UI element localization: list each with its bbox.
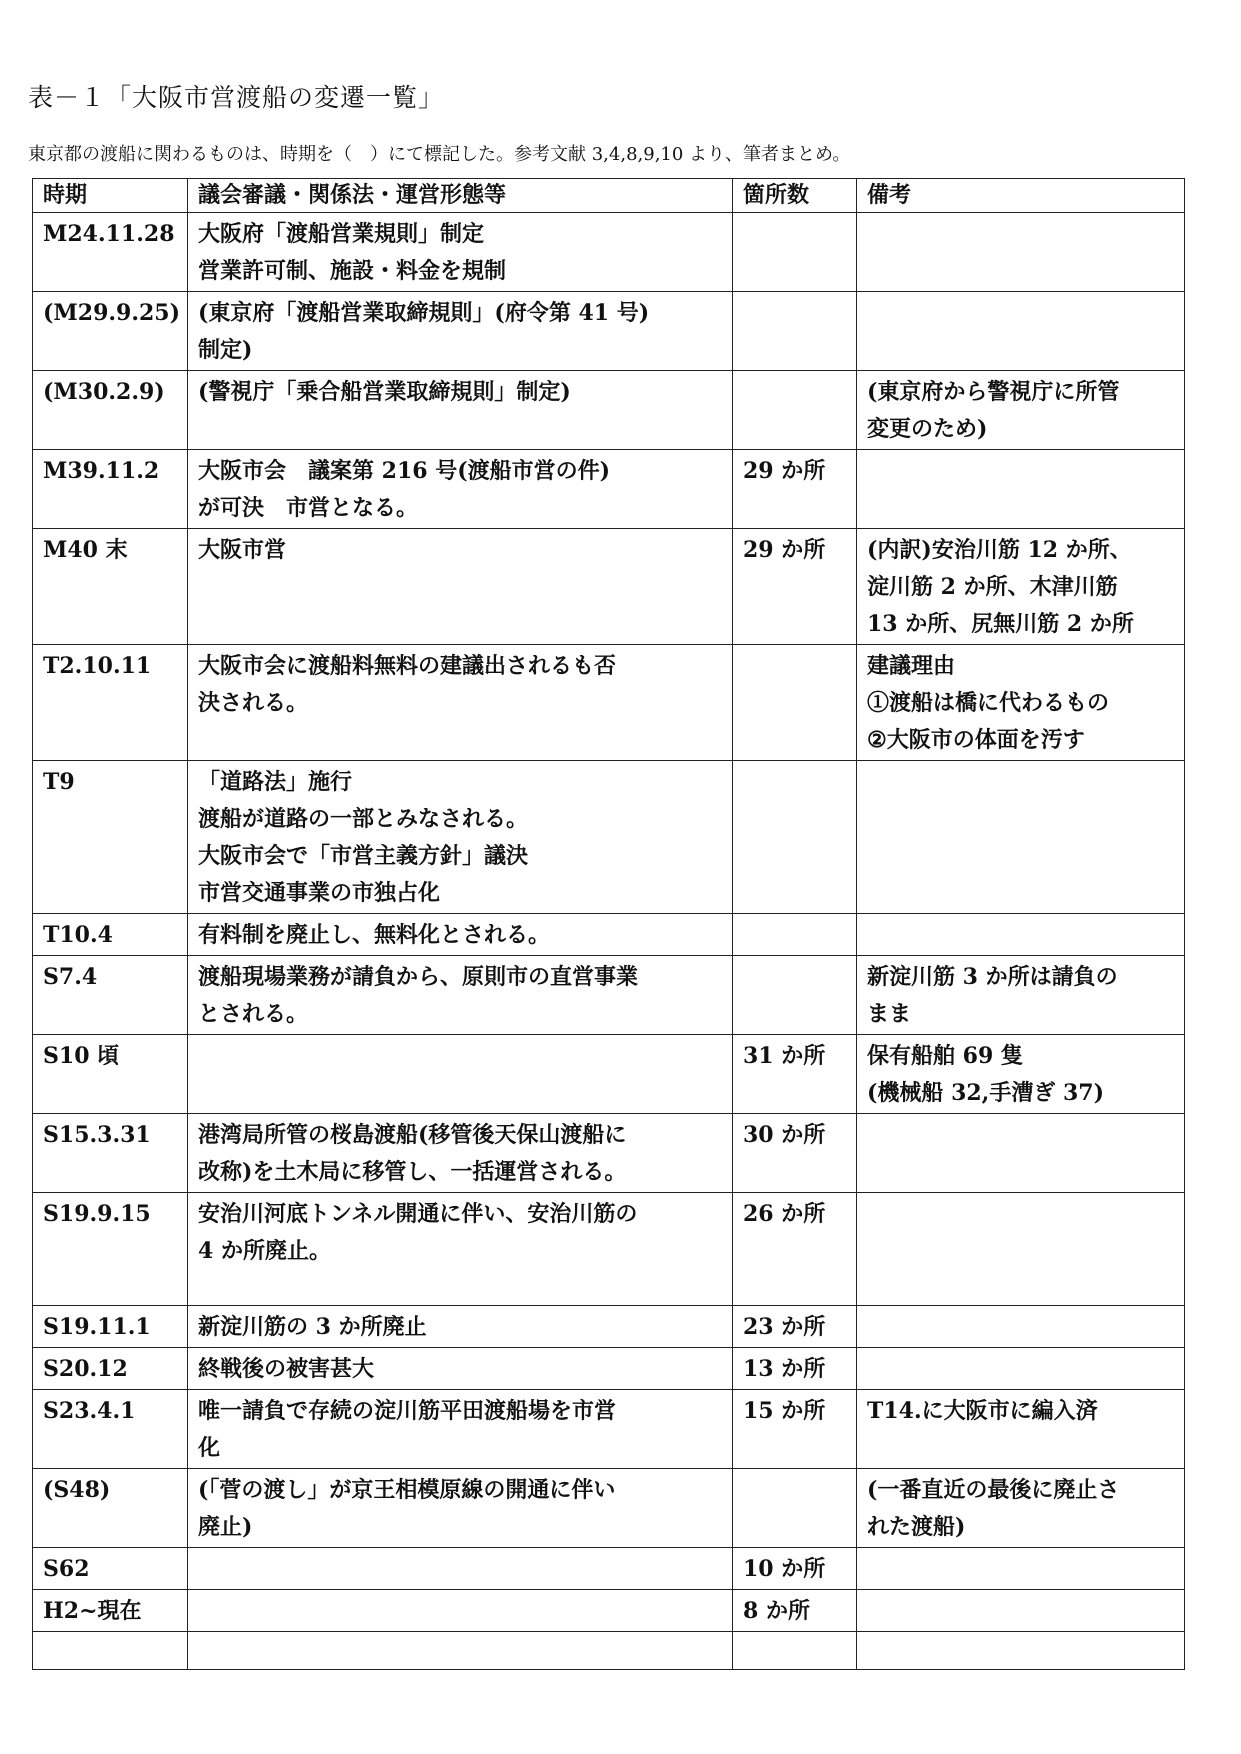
cell-content: (東京府「渡船営業取締規則」(府令第 41 号) 制定): [188, 292, 733, 371]
cell-period: (M29.9.25): [33, 292, 188, 371]
cell-content: 有料制を廃止し、無料化とされる。: [188, 914, 733, 956]
cell-remarks: [857, 450, 1185, 529]
cell-remarks: [857, 1114, 1185, 1193]
table-row: [33, 914, 1185, 956]
cell-period: S19.9.15: [33, 1193, 188, 1306]
cell-remarks: [857, 761, 1185, 914]
cell-period: M40 末: [33, 529, 188, 645]
cell-remarks: 建議理由 ①渡船は橋に代わるもの ②大阪市の体面を汚す: [857, 645, 1185, 761]
cell-remarks: [857, 292, 1185, 371]
cell-count: [733, 292, 857, 371]
cell-remarks: (東京府から警視庁に所管 変更のため): [857, 371, 1185, 450]
cell-count: [733, 371, 857, 450]
cell-period: M24.11.28: [33, 213, 188, 292]
cell-remarks: (内訳)安治川筋 12 か所、 淀川筋 2 か所、木津川筋 13 か所、尻無川筋 2 か所: [857, 529, 1185, 645]
ferry-history-table: [32, 178, 1185, 1670]
cell-count: [733, 761, 857, 914]
cell-content: 「道路法」施行 渡船が道路の一部とみなされる。 大阪市会で「市営主義方針」議決 市営交通事業の市独占化: [188, 761, 733, 914]
cell-period: T2.10.11: [33, 645, 188, 761]
cell-period: S19.11.1: [33, 1306, 188, 1348]
table-row: [33, 1306, 1185, 1348]
cell-remarks: [857, 1632, 1185, 1670]
cell-count: [733, 1632, 857, 1670]
table-title: 表－１「大阪市営渡船の変遷一覧」: [28, 83, 445, 112]
cell-remarks: [857, 1348, 1185, 1390]
table-row: [33, 1548, 1185, 1590]
cell-remarks: (一番直近の最後に廃止さ れた渡船): [857, 1469, 1185, 1548]
table-row: [33, 1390, 1185, 1469]
cell-content: 大阪府「渡船営業規則」制定 営業許可制、施設・料金を規制: [188, 213, 733, 292]
cell-content: (「菅の渡し」が京王相模原線の開通に伴い 廃止): [188, 1469, 733, 1548]
cell-count: 8 か所: [733, 1590, 857, 1632]
cell-remarks: 保有船舶 69 隻 (機械船 32,手漕ぎ 37): [857, 1035, 1185, 1114]
cell-content: (警視庁「乗合船営業取締規則」制定): [188, 371, 733, 450]
cell-remarks: [857, 213, 1185, 292]
table-row: [33, 1590, 1185, 1632]
cell-remarks: T14.に大阪市に編入済: [857, 1390, 1185, 1469]
cell-period: [33, 1632, 188, 1670]
cell-count: [733, 956, 857, 1035]
table-row: [33, 1348, 1185, 1390]
cell-count: 29 か所: [733, 450, 857, 529]
cell-period: S10 頃: [33, 1035, 188, 1114]
cell-period: T10.4: [33, 914, 188, 956]
table-row: [33, 1035, 1185, 1114]
cell-content: 唯一請負で存続の淀川筋平田渡船場を市営 化: [188, 1390, 733, 1469]
table-note: 東京都の渡船に関わるものは、時期を（ ）にて標記した。参考文献 3,4,8,9,10 より、筆者まとめ。: [28, 144, 851, 165]
cell-period: T9: [33, 761, 188, 914]
cell-count: [733, 645, 857, 761]
header-remarks: 備考: [857, 179, 1185, 213]
cell-content: [188, 1035, 733, 1114]
table-row: [33, 292, 1185, 371]
cell-count: 10 か所: [733, 1548, 857, 1590]
cell-content: 新淀川筋の 3 か所廃止: [188, 1306, 733, 1348]
cell-count: [733, 914, 857, 956]
cell-period: S7.4: [33, 956, 188, 1035]
table-row: [33, 371, 1185, 450]
cell-remarks: [857, 1193, 1185, 1306]
cell-remarks: 新淀川筋 3 か所は請負の まま: [857, 956, 1185, 1035]
cell-count: 13 か所: [733, 1348, 857, 1390]
header-content: 議会審議・関係法・運営形態等: [188, 179, 733, 213]
cell-count: 29 か所: [733, 529, 857, 645]
cell-content: 渡船現場業務が請負から、原則市の直営事業 とされる。: [188, 956, 733, 1035]
cell-remarks: [857, 1306, 1185, 1348]
cell-content: 大阪市会 議案第 216 号(渡船市営の件) が可決 市営となる。: [188, 450, 733, 529]
cell-remarks: [857, 1548, 1185, 1590]
cell-content: 大阪市営: [188, 529, 733, 645]
table-row: [33, 956, 1185, 1035]
table-row: [33, 761, 1185, 914]
cell-remarks: [857, 1590, 1185, 1632]
table-row: [33, 1193, 1185, 1306]
cell-period: H2~現在: [33, 1590, 188, 1632]
cell-count: [733, 213, 857, 292]
cell-period: M39.11.2: [33, 450, 188, 529]
cell-count: 15 か所: [733, 1390, 857, 1469]
cell-period: S62: [33, 1548, 188, 1590]
cell-period: (S48): [33, 1469, 188, 1548]
table-row: [33, 1632, 1185, 1670]
table-row: [33, 1114, 1185, 1193]
cell-content: 安治川河底トンネル開通に伴い、安治川筋の 4 か所廃止。: [188, 1193, 733, 1306]
cell-remarks: [857, 914, 1185, 956]
cell-content: 終戦後の被害甚大: [188, 1348, 733, 1390]
cell-period: S15.3.31: [33, 1114, 188, 1193]
table-row: [33, 450, 1185, 529]
cell-period: S20.12: [33, 1348, 188, 1390]
header-period: 時期: [33, 179, 188, 213]
cell-count: [733, 1469, 857, 1548]
cell-count: 30 か所: [733, 1114, 857, 1193]
cell-count: 26 か所: [733, 1193, 857, 1306]
cell-period: S23.4.1: [33, 1390, 188, 1469]
cell-content: [188, 1548, 733, 1590]
cell-period: (M30.2.9): [33, 371, 188, 450]
table-row: [33, 529, 1185, 645]
cell-content: 大阪市会に渡船料無料の建議出されるも否 決される。: [188, 645, 733, 761]
cell-count: 23 か所: [733, 1306, 857, 1348]
table-row: [33, 213, 1185, 292]
cell-count: 31 か所: [733, 1035, 857, 1114]
cell-content: [188, 1590, 733, 1632]
table-header-row: [33, 179, 1185, 213]
table-row: [33, 645, 1185, 761]
cell-content: 港湾局所管の桜島渡船(移管後天保山渡船に 改称)を土木局に移管し、一括運営される。: [188, 1114, 733, 1193]
cell-content: [188, 1632, 733, 1670]
header-count: 箇所数: [733, 179, 857, 213]
table-row: [33, 1469, 1185, 1548]
